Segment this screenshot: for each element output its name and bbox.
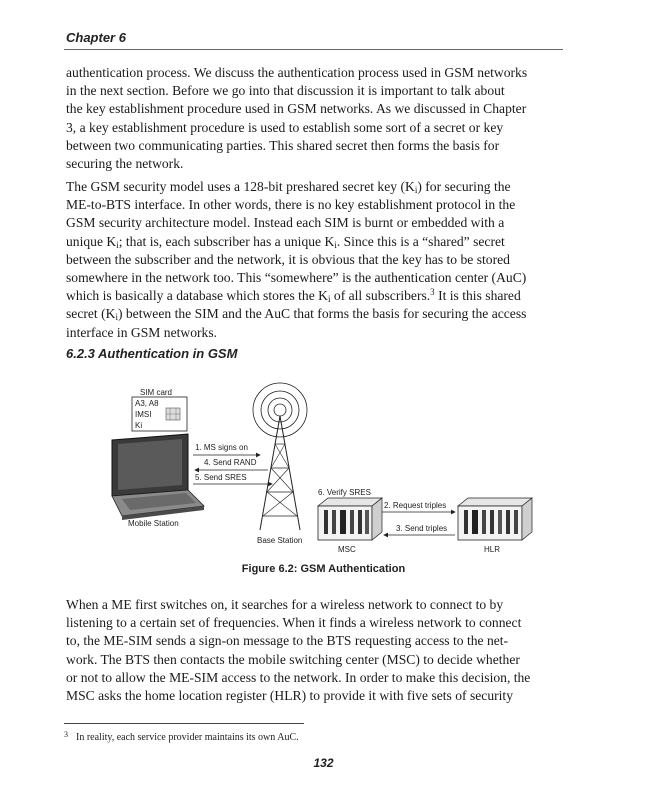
paragraph-security-model <box>66 178 562 342</box>
base-station-label: Base Station <box>257 536 303 545</box>
sim-card-label: SIM card <box>140 388 173 397</box>
gsm-authentication-figure <box>100 380 540 560</box>
text-line: the key establishment procedure used in GSM networks. As we discussed in Chapter <box>66 101 527 117</box>
text-line: MSC asks the home location register (HLR) to provide it with five sets of security <box>66 688 514 704</box>
text-line: or not to allow the ME-SIM access to the network. In order to make this decision, the <box>66 669 531 685</box>
text-line: securing the network. <box>66 156 184 172</box>
paragraph-sign-on <box>66 596 562 705</box>
hlr-rack-icon <box>458 498 532 540</box>
figure-caption: Figure 6.2: GSM Authentication <box>241 563 406 575</box>
page-number: 132 <box>313 756 334 770</box>
text-line: interface in GSM networks. <box>66 324 218 340</box>
text-line: listening to a certain set of frequencies. When it finds a wireless network to connect <box>66 615 522 631</box>
footnote-ref: 3 <box>430 287 435 298</box>
step5-label: 5. Send SRES <box>195 473 247 482</box>
sim-line: A3, A8 <box>135 399 159 408</box>
sim-card-callout <box>132 388 187 431</box>
text-line: between the subscriber and the network, it is obvious that the key has to be stored <box>66 251 510 267</box>
section-heading: 6.2.3 Authentication in GSM <box>66 346 238 361</box>
base-station-tower-icon <box>253 383 307 530</box>
footnote-mark: 3 <box>64 730 68 739</box>
text-line: The GSM security model uses a 128-bit preshared secret key $(K_i)$ for securing the <box>66 179 511 195</box>
text-line: in the next section. Before we go into that discussion it is important to talk about <box>66 83 505 99</box>
footnote-rule <box>64 723 304 724</box>
step2-label: 2. Request triples <box>384 501 447 510</box>
footnote-text: In reality, each service provider maintains its own AuC. <box>76 732 299 743</box>
msc-label: MSC <box>338 545 356 554</box>
mobile-station-label: Mobile Station <box>128 519 179 528</box>
text-line: which is basically a database which stores the $K_i$ of all subscribers.$^3$ It is this shared <box>66 287 521 305</box>
step6-label: 6. Verify SRES <box>318 488 371 497</box>
text-line: GSM security architecture model. Instead each SIM is burnt or embedded with a <box>66 215 505 231</box>
step1-label: 1. MS signs on <box>195 443 248 452</box>
sim-line: Ki <box>135 421 143 430</box>
laptop-icon <box>112 434 204 520</box>
header-rule <box>64 49 563 50</box>
footnote <box>64 730 299 743</box>
text-line: unique $K_i$; that is, each subscriber has a unique $K_i$. Since this is a “shared” secret <box>66 233 505 250</box>
chapter-header: Chapter 6 <box>66 30 126 45</box>
step4-label: 4. Send RAND <box>204 458 257 467</box>
text-line: to, the ME-SIM sends a sign-on message to the BTS requesting access to the net- <box>66 633 509 649</box>
paragraph-key-establishment <box>66 64 562 173</box>
text-line: work. The BTS then contacts the mobile switching center (MSC) to decide whether <box>66 651 520 667</box>
hlr-label: HLR <box>484 545 501 554</box>
text-line: secret $(K_i)$ between the SIM and the AuC that forms the basis for securing the access <box>66 306 527 323</box>
sim-chip-icon <box>166 408 180 420</box>
text-line: When a ME first switches on, it searches for a wireless network to connect to by <box>66 597 504 612</box>
text-line: authentication process. We discuss the authentication process used in GSM networks <box>66 65 528 80</box>
text-line: between two communicating parties. This shared secret then forms the basis for <box>66 137 500 153</box>
msc-rack-icon <box>318 498 382 540</box>
text-line: 3, a key establishment procedure is used to establish some sort of a secret or key <box>66 119 504 135</box>
sim-line: IMSI <box>135 410 152 419</box>
text-line: ME-to-BTS interface. In other words, there is no key establishment protocol in the <box>66 197 516 213</box>
text-line: somewhere in the network too. This “somewhere” is the authentication center (AuC) <box>66 270 527 286</box>
step3-label: 3. Send triples <box>396 524 448 533</box>
